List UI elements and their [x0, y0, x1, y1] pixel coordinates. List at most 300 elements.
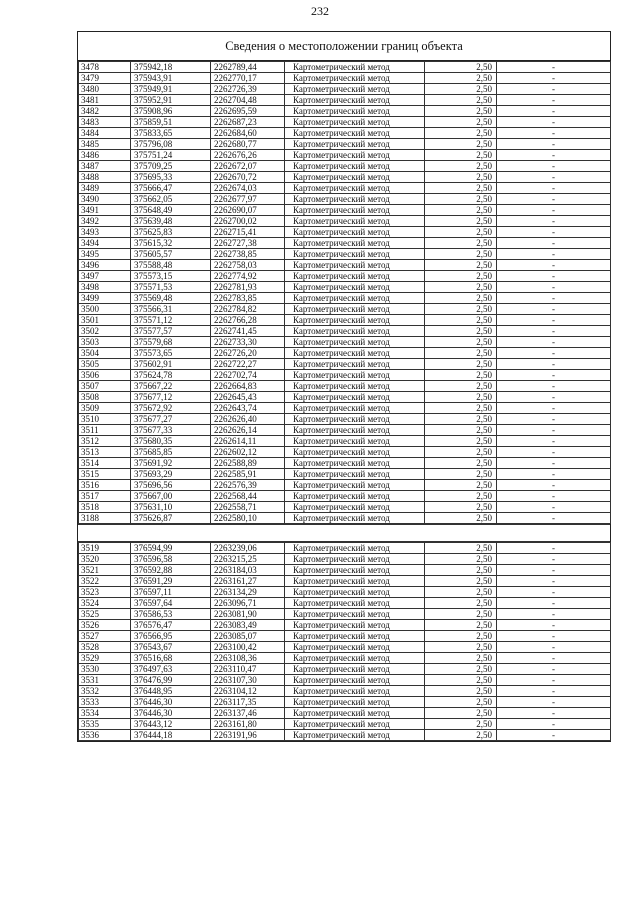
method-cell: Картометрический метод	[285, 315, 425, 326]
x-coordinate-cell: 376586,53	[131, 609, 211, 620]
method-cell: Картометрический метод	[285, 370, 425, 381]
y-coordinate-cell: 2262789,44	[211, 62, 285, 73]
note-cell: -	[497, 315, 611, 326]
table-row	[79, 271, 611, 282]
accuracy-cell: 2,50	[425, 686, 497, 697]
note-cell: -	[497, 730, 611, 741]
x-coordinate-cell: 375569,48	[131, 293, 211, 304]
table-row	[79, 609, 611, 620]
accuracy-cell: 2,50	[425, 469, 497, 480]
table-row	[79, 315, 611, 326]
x-coordinate-cell: 376566,95	[131, 631, 211, 642]
x-coordinate-cell: 375566,31	[131, 304, 211, 315]
x-coordinate-cell: 375751,24	[131, 150, 211, 161]
y-coordinate-cell: 2262766,28	[211, 315, 285, 326]
x-coordinate-cell: 376596,58	[131, 554, 211, 565]
method-cell: Картометрический метод	[285, 183, 425, 194]
note-cell: -	[497, 62, 611, 73]
note-cell: -	[497, 392, 611, 403]
accuracy-cell: 2,50	[425, 664, 497, 675]
method-cell: Картометрический метод	[285, 139, 425, 150]
table-row	[79, 664, 611, 675]
y-coordinate-cell: 2262770,17	[211, 73, 285, 84]
y-coordinate-cell: 2262643,74	[211, 403, 285, 414]
point-number-cell: 3516	[79, 480, 131, 491]
point-number-cell: 3517	[79, 491, 131, 502]
method-cell: Картометрический метод	[285, 730, 425, 741]
method-cell: Картометрический метод	[285, 447, 425, 458]
point-number-cell: 3483	[79, 117, 131, 128]
note-cell: -	[497, 359, 611, 370]
section-divider	[78, 524, 610, 542]
method-cell: Картометрический метод	[285, 337, 425, 348]
note-cell: -	[497, 348, 611, 359]
method-cell: Картометрический метод	[285, 491, 425, 502]
x-coordinate-cell: 375571,12	[131, 315, 211, 326]
table-row	[79, 348, 611, 359]
method-cell: Картометрический метод	[285, 543, 425, 554]
method-cell: Картометрический метод	[285, 73, 425, 84]
point-number-cell: 3496	[79, 260, 131, 271]
table-row	[79, 631, 611, 642]
x-coordinate-cell: 375573,65	[131, 348, 211, 359]
x-coordinate-cell: 376543,67	[131, 642, 211, 653]
x-coordinate-cell: 375667,22	[131, 381, 211, 392]
accuracy-cell: 2,50	[425, 436, 497, 447]
table-row	[79, 708, 611, 719]
point-number-cell: 3501	[79, 315, 131, 326]
point-number-cell: 3513	[79, 447, 131, 458]
accuracy-cell: 2,50	[425, 598, 497, 609]
y-coordinate-cell: 2262677,97	[211, 194, 285, 205]
x-coordinate-cell: 376591,29	[131, 576, 211, 587]
note-cell: -	[497, 381, 611, 392]
accuracy-cell: 2,50	[425, 565, 497, 576]
table-row	[79, 370, 611, 381]
table-row	[79, 249, 611, 260]
note-cell: -	[497, 620, 611, 631]
y-coordinate-cell: 2263107,30	[211, 675, 285, 686]
point-number-cell: 3482	[79, 106, 131, 117]
table-row	[79, 95, 611, 106]
y-coordinate-cell: 2262670,72	[211, 172, 285, 183]
section-1-body	[79, 62, 611, 524]
point-number-cell: 3478	[79, 62, 131, 73]
y-coordinate-cell: 2262626,14	[211, 425, 285, 436]
table-row	[79, 260, 611, 271]
method-cell: Картометрический метод	[285, 675, 425, 686]
x-coordinate-cell: 375571,53	[131, 282, 211, 293]
table-row	[79, 117, 611, 128]
note-cell: -	[497, 260, 611, 271]
table-row	[79, 73, 611, 84]
table-row	[79, 205, 611, 216]
x-coordinate-cell: 375639,48	[131, 216, 211, 227]
note-cell: -	[497, 73, 611, 84]
note-cell: -	[497, 293, 611, 304]
accuracy-cell: 2,50	[425, 84, 497, 95]
x-coordinate-cell: 375667,00	[131, 491, 211, 502]
note-cell: -	[497, 370, 611, 381]
note-cell: -	[497, 708, 611, 719]
point-number-cell: 3498	[79, 282, 131, 293]
method-cell: Картометрический метод	[285, 161, 425, 172]
note-cell: -	[497, 95, 611, 106]
point-number-cell: 3480	[79, 84, 131, 95]
x-coordinate-cell: 375662,05	[131, 194, 211, 205]
accuracy-cell: 2,50	[425, 414, 497, 425]
method-cell: Картометрический метод	[285, 106, 425, 117]
method-cell: Картометрический метод	[285, 719, 425, 730]
point-number-cell: 3525	[79, 609, 131, 620]
y-coordinate-cell: 2263191,96	[211, 730, 285, 741]
accuracy-cell: 2,50	[425, 502, 497, 513]
accuracy-cell: 2,50	[425, 282, 497, 293]
point-number-cell: 3505	[79, 359, 131, 370]
note-cell: -	[497, 598, 611, 609]
x-coordinate-cell: 375677,33	[131, 425, 211, 436]
note-cell: -	[497, 664, 611, 675]
method-cell: Картометрический метод	[285, 304, 425, 315]
method-cell: Картометрический метод	[285, 293, 425, 304]
y-coordinate-cell: 2262676,26	[211, 150, 285, 161]
point-number-cell: 3527	[79, 631, 131, 642]
table-row	[79, 436, 611, 447]
note-cell: -	[497, 139, 611, 150]
method-cell: Картометрический метод	[285, 458, 425, 469]
note-cell: -	[497, 631, 611, 642]
note-cell: -	[497, 403, 611, 414]
note-cell: -	[497, 227, 611, 238]
note-cell: -	[497, 469, 611, 480]
x-coordinate-cell: 375666,47	[131, 183, 211, 194]
x-coordinate-cell: 375579,68	[131, 337, 211, 348]
accuracy-cell: 2,50	[425, 172, 497, 183]
x-coordinate-cell: 375602,91	[131, 359, 211, 370]
accuracy-cell: 2,50	[425, 227, 497, 238]
accuracy-cell: 2,50	[425, 337, 497, 348]
method-cell: Картометрический метод	[285, 260, 425, 271]
y-coordinate-cell: 2262614,11	[211, 436, 285, 447]
method-cell: Картометрический метод	[285, 565, 425, 576]
table-row	[79, 183, 611, 194]
table-row	[79, 238, 611, 249]
table-row	[79, 293, 611, 304]
method-cell: Картометрический метод	[285, 609, 425, 620]
table-row	[79, 576, 611, 587]
note-cell: -	[497, 106, 611, 117]
x-coordinate-cell: 375685,85	[131, 447, 211, 458]
y-coordinate-cell: 2262726,39	[211, 84, 285, 95]
point-number-cell: 3494	[79, 238, 131, 249]
accuracy-cell: 2,50	[425, 631, 497, 642]
point-number-cell: 3523	[79, 587, 131, 598]
table-row	[79, 403, 611, 414]
y-coordinate-cell: 2262674,03	[211, 183, 285, 194]
y-coordinate-cell: 2262680,77	[211, 139, 285, 150]
accuracy-cell: 2,50	[425, 315, 497, 326]
x-coordinate-cell: 376516,68	[131, 653, 211, 664]
method-cell: Картометрический метод	[285, 282, 425, 293]
point-number-cell: 3488	[79, 172, 131, 183]
y-coordinate-cell: 2262733,30	[211, 337, 285, 348]
accuracy-cell: 2,50	[425, 554, 497, 565]
coordinates-table-section-2	[78, 542, 611, 741]
y-coordinate-cell: 2263215,25	[211, 554, 285, 565]
point-number-cell: 3534	[79, 708, 131, 719]
table-row	[79, 598, 611, 609]
accuracy-cell: 2,50	[425, 359, 497, 370]
method-cell: Картометрический метод	[285, 620, 425, 631]
y-coordinate-cell: 2262568,44	[211, 491, 285, 502]
accuracy-cell: 2,50	[425, 719, 497, 730]
accuracy-cell: 2,50	[425, 392, 497, 403]
y-coordinate-cell: 2262700,02	[211, 216, 285, 227]
point-number-cell: 3512	[79, 436, 131, 447]
method-cell: Картометрический метод	[285, 194, 425, 205]
y-coordinate-cell: 2263081,90	[211, 609, 285, 620]
point-number-cell: 3484	[79, 128, 131, 139]
accuracy-cell: 2,50	[425, 271, 497, 282]
y-coordinate-cell: 2262580,10	[211, 513, 285, 524]
method-cell: Картометрический метод	[285, 403, 425, 414]
x-coordinate-cell: 376597,11	[131, 587, 211, 598]
point-number-cell: 3479	[79, 73, 131, 84]
method-cell: Картометрический метод	[285, 664, 425, 675]
x-coordinate-cell: 375631,10	[131, 502, 211, 513]
y-coordinate-cell: 2263184,03	[211, 565, 285, 576]
accuracy-cell: 2,50	[425, 653, 497, 664]
x-coordinate-cell: 375709,25	[131, 161, 211, 172]
point-number-cell: 3510	[79, 414, 131, 425]
x-coordinate-cell: 375691,92	[131, 458, 211, 469]
note-cell: -	[497, 458, 611, 469]
table-row	[79, 425, 611, 436]
y-coordinate-cell: 2262738,85	[211, 249, 285, 260]
x-coordinate-cell: 375908,96	[131, 106, 211, 117]
accuracy-cell: 2,50	[425, 587, 497, 598]
method-cell: Картометрический метод	[285, 172, 425, 183]
x-coordinate-cell: 375577,57	[131, 326, 211, 337]
x-coordinate-cell: 375677,27	[131, 414, 211, 425]
method-cell: Картометрический метод	[285, 598, 425, 609]
note-cell: -	[497, 719, 611, 730]
method-cell: Картометрический метод	[285, 642, 425, 653]
table-row	[79, 502, 611, 513]
table-row	[79, 587, 611, 598]
point-number-cell: 3511	[79, 425, 131, 436]
note-cell: -	[497, 425, 611, 436]
point-number-cell: 3506	[79, 370, 131, 381]
table-row	[79, 469, 611, 480]
note-cell: -	[497, 117, 611, 128]
method-cell: Картометрический метод	[285, 653, 425, 664]
point-number-cell: 3536	[79, 730, 131, 741]
table-row	[79, 480, 611, 491]
method-cell: Картометрический метод	[285, 576, 425, 587]
x-coordinate-cell: 375952,91	[131, 95, 211, 106]
point-number-cell: 3515	[79, 469, 131, 480]
point-number-cell: 3531	[79, 675, 131, 686]
table-row	[79, 554, 611, 565]
accuracy-cell: 2,50	[425, 73, 497, 84]
note-cell: -	[497, 216, 611, 227]
note-cell: -	[497, 172, 611, 183]
y-coordinate-cell: 2263100,42	[211, 642, 285, 653]
method-cell: Картометрический метод	[285, 587, 425, 598]
note-cell: -	[497, 675, 611, 686]
table-row	[79, 139, 611, 150]
method-cell: Картометрический метод	[285, 359, 425, 370]
y-coordinate-cell: 2262726,20	[211, 348, 285, 359]
x-coordinate-cell: 376446,30	[131, 708, 211, 719]
point-number-cell: 3533	[79, 697, 131, 708]
point-number-cell: 3509	[79, 403, 131, 414]
table-row	[79, 150, 611, 161]
note-cell: -	[497, 414, 611, 425]
x-coordinate-cell: 376594,99	[131, 543, 211, 554]
note-cell: -	[497, 447, 611, 458]
method-cell: Картометрический метод	[285, 469, 425, 480]
x-coordinate-cell: 376476,99	[131, 675, 211, 686]
accuracy-cell: 2,50	[425, 117, 497, 128]
x-coordinate-cell: 375833,65	[131, 128, 211, 139]
table-row	[79, 642, 611, 653]
accuracy-cell: 2,50	[425, 513, 497, 524]
y-coordinate-cell: 2263083,49	[211, 620, 285, 631]
y-coordinate-cell: 2262588,89	[211, 458, 285, 469]
y-coordinate-cell: 2262784,82	[211, 304, 285, 315]
point-number-cell: 3504	[79, 348, 131, 359]
table-row	[79, 282, 611, 293]
table-row	[79, 565, 611, 576]
note-cell: -	[497, 84, 611, 95]
table-row	[79, 543, 611, 554]
y-coordinate-cell: 2262558,71	[211, 502, 285, 513]
table-title: Сведения о местоположении границ объекта	[78, 32, 610, 61]
x-coordinate-cell: 375796,08	[131, 139, 211, 150]
y-coordinate-cell: 2263110,47	[211, 664, 285, 675]
coordinates-table-section-1	[78, 61, 611, 524]
accuracy-cell: 2,50	[425, 260, 497, 271]
method-cell: Картометрический метод	[285, 381, 425, 392]
note-cell: -	[497, 491, 611, 502]
x-coordinate-cell: 376443,12	[131, 719, 211, 730]
accuracy-cell: 2,50	[425, 458, 497, 469]
table-row	[79, 653, 611, 664]
y-coordinate-cell: 2262684,60	[211, 128, 285, 139]
x-coordinate-cell: 375942,18	[131, 62, 211, 73]
point-number-cell: 3521	[79, 565, 131, 576]
note-cell: -	[497, 502, 611, 513]
point-number-cell: 3529	[79, 653, 131, 664]
point-number-cell: 3524	[79, 598, 131, 609]
x-coordinate-cell: 375672,92	[131, 403, 211, 414]
x-coordinate-cell: 375859,51	[131, 117, 211, 128]
y-coordinate-cell: 2262687,23	[211, 117, 285, 128]
y-coordinate-cell: 2263161,27	[211, 576, 285, 587]
table-row	[79, 106, 611, 117]
y-coordinate-cell: 2263239,06	[211, 543, 285, 554]
x-coordinate-cell: 376592,88	[131, 565, 211, 576]
point-number-cell: 3530	[79, 664, 131, 675]
x-coordinate-cell: 375648,49	[131, 205, 211, 216]
y-coordinate-cell: 2262672,07	[211, 161, 285, 172]
note-cell: -	[497, 304, 611, 315]
note-cell: -	[497, 554, 611, 565]
note-cell: -	[497, 697, 611, 708]
note-cell: -	[497, 576, 611, 587]
accuracy-cell: 2,50	[425, 183, 497, 194]
accuracy-cell: 2,50	[425, 708, 497, 719]
accuracy-cell: 2,50	[425, 249, 497, 260]
table-row	[79, 172, 611, 183]
note-cell: -	[497, 543, 611, 554]
method-cell: Картометрический метод	[285, 62, 425, 73]
point-number-cell: 3487	[79, 161, 131, 172]
x-coordinate-cell: 375615,32	[131, 238, 211, 249]
accuracy-cell: 2,50	[425, 543, 497, 554]
x-coordinate-cell: 375695,33	[131, 172, 211, 183]
note-cell: -	[497, 609, 611, 620]
table-row	[79, 194, 611, 205]
point-number-cell: 3507	[79, 381, 131, 392]
table-row	[79, 513, 611, 524]
note-cell: -	[497, 183, 611, 194]
accuracy-cell: 2,50	[425, 697, 497, 708]
method-cell: Картометрический метод	[285, 238, 425, 249]
table-row	[79, 304, 611, 315]
accuracy-cell: 2,50	[425, 403, 497, 414]
point-number-cell: 3514	[79, 458, 131, 469]
point-number-cell: 3486	[79, 150, 131, 161]
point-number-cell: 3188	[79, 513, 131, 524]
note-cell: -	[497, 282, 611, 293]
method-cell: Картометрический метод	[285, 205, 425, 216]
method-cell: Картометрический метод	[285, 425, 425, 436]
y-coordinate-cell: 2262715,41	[211, 227, 285, 238]
table-row	[79, 458, 611, 469]
note-cell: -	[497, 337, 611, 348]
accuracy-cell: 2,50	[425, 95, 497, 106]
accuracy-cell: 2,50	[425, 642, 497, 653]
point-number-cell: 3490	[79, 194, 131, 205]
accuracy-cell: 2,50	[425, 348, 497, 359]
point-number-cell: 3503	[79, 337, 131, 348]
table-row	[79, 326, 611, 337]
method-cell: Картометрический метод	[285, 150, 425, 161]
method-cell: Картометрический метод	[285, 697, 425, 708]
y-coordinate-cell: 2262781,93	[211, 282, 285, 293]
x-coordinate-cell: 376576,47	[131, 620, 211, 631]
method-cell: Картометрический метод	[285, 128, 425, 139]
accuracy-cell: 2,50	[425, 293, 497, 304]
y-coordinate-cell: 2263137,46	[211, 708, 285, 719]
table-row	[79, 381, 611, 392]
point-number-cell: 3522	[79, 576, 131, 587]
accuracy-cell: 2,50	[425, 161, 497, 172]
note-cell: -	[497, 436, 611, 447]
method-cell: Картометрический метод	[285, 95, 425, 106]
x-coordinate-cell: 375588,48	[131, 260, 211, 271]
method-cell: Картометрический метод	[285, 631, 425, 642]
note-cell: -	[497, 150, 611, 161]
y-coordinate-cell: 2262585,91	[211, 469, 285, 480]
y-coordinate-cell: 2262690,07	[211, 205, 285, 216]
accuracy-cell: 2,50	[425, 620, 497, 631]
table-row	[79, 719, 611, 730]
method-cell: Картометрический метод	[285, 708, 425, 719]
